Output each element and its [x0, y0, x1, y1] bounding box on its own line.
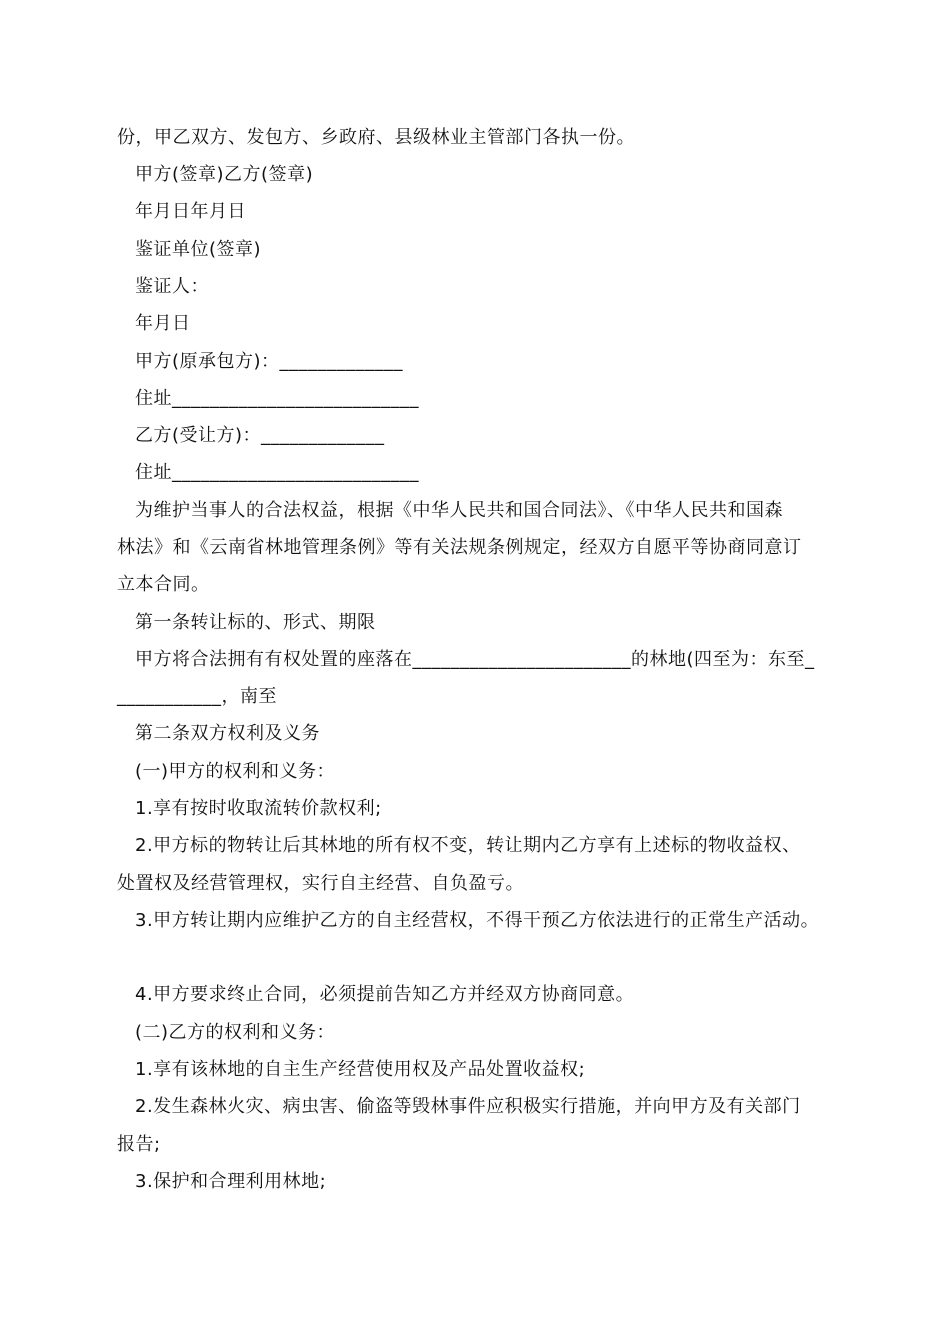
text-line: 报告; [117, 1134, 161, 1155]
text-line: 2.甲方标的物转让后其林地的所有权不变，转让期内乙方享有上述标的物收益权、 [135, 835, 801, 856]
text-line: 鉴证人： [135, 276, 209, 297]
text-line: 1.享有按时收取流转价款权利; [135, 798, 382, 819]
text-line: ___________，南至 [117, 686, 277, 707]
text-line: 2.发生森林火灾、病虫害、偷盗等毁林事件应积极实行措施，并向甲方及有关部门 [135, 1096, 801, 1117]
text-line: 甲方将合法拥有有权处置的座落在_______________________的林地(四至为：东至_ [135, 649, 815, 670]
text-line: 年月日 [135, 313, 191, 334]
text-line: (一)甲方的权利和义务： [135, 761, 336, 782]
text-line: 甲方(签章)乙方(签章) [135, 164, 314, 185]
text-line: 第一条转让标的、形式、期限 [135, 612, 376, 633]
text-line: 为维护当事人的合法权益，根据《中华人民共和国合同法》、《中华人民共和国森 [135, 500, 783, 521]
text-line: 1.享有该林地的自主生产经营使用权及产品处置收益权; [135, 1059, 586, 1080]
text-line: 第二条双方权利及义务 [135, 723, 320, 744]
text-line: 甲方(原承包方)：_____________ [135, 351, 404, 372]
text-line: 3.甲方转让期内应维护乙方的自主经营权，不得干预乙方依法进行的正常生产活动。 [135, 910, 820, 931]
text-line: 乙方(受让方)：_____________ [135, 425, 385, 446]
text-line: 年月日年月日 [135, 201, 246, 222]
text-line: 鉴证单位(签章) [135, 239, 262, 260]
text-line: 份，甲乙双方、发包方、乡政府、县级林业主管部门各执一份。 [117, 127, 635, 148]
text-line: 立本合同。 [117, 574, 210, 595]
text-line: 处置权及经营管理权，实行自主经营、自负盈亏。 [117, 873, 524, 894]
text-line: 林法》和《云南省林地管理条例》等有关法规条例规定，经双方自愿平等协商同意订 [117, 537, 802, 558]
text-line: 3.保护和合理利用林地; [135, 1171, 327, 1192]
text-line: 住址__________________________ [135, 462, 419, 483]
text-line: 4.甲方要求终止合同，必须提前告知乙方并经双方协商同意。 [135, 984, 635, 1005]
text-line: 住址__________________________ [135, 388, 419, 409]
text-line: (二)乙方的权利和义务： [135, 1022, 336, 1043]
